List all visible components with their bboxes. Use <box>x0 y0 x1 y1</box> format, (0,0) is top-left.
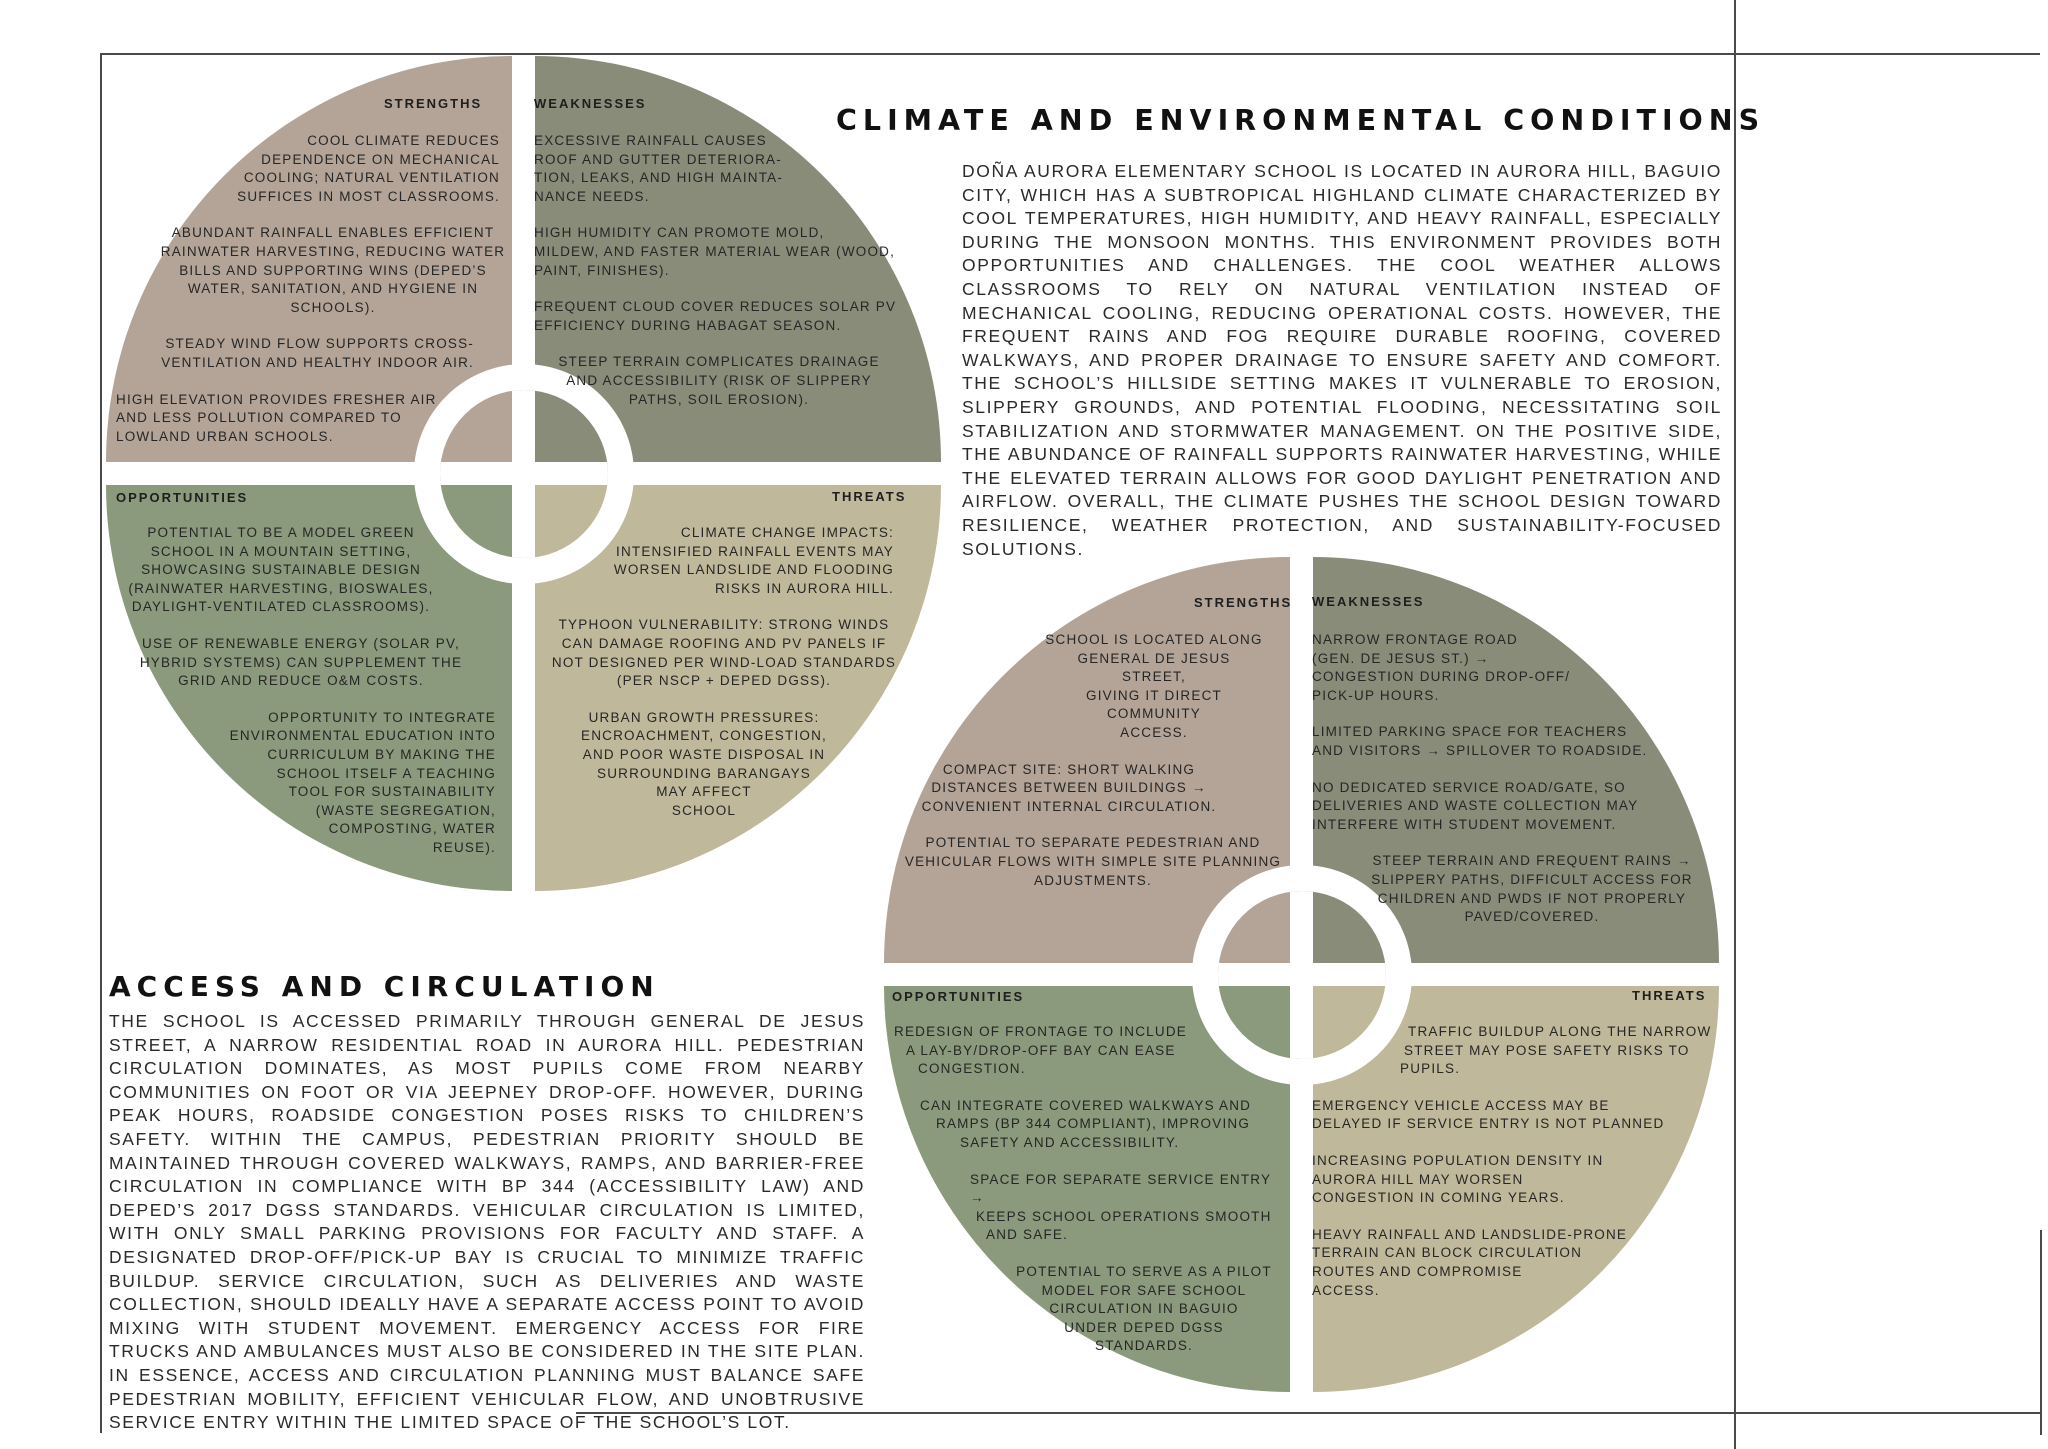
opportunities-text <box>894 1023 1284 1356</box>
weaknesses-item: LIMITED PARKING SPACE FOR TEACHERS AND VISITORS → SPILLOVER TO ROADSIDE. <box>1312 724 1648 758</box>
strengths-item: POTENTIAL TO SEPARATE PEDESTRIAN AND VEHICULAR FLOWS WITH SIMPLE SITE PLANNING ADJUSTMENTS. <box>904 835 1282 888</box>
frame-divider-line <box>1734 0 1736 1449</box>
threats-label: THREATS <box>832 489 907 504</box>
climate-swot-wheel <box>106 56 941 891</box>
frame-left-line <box>100 53 102 1433</box>
weaknesses-item: NO DEDICATED SERVICE ROAD/GATE, SO DELIVERIES AND WASTE COLLECTION MAY INTERFERE WITH STUDENT MOVEMENT. <box>1312 779 1639 832</box>
strengths-label: STRENGTHS <box>1194 595 1293 610</box>
access-title: ACCESS AND CIRCULATION <box>109 970 660 1003</box>
strengths-label: STRENGTHS <box>384 96 483 111</box>
weaknesses-label: WEAKNESSES <box>534 96 647 111</box>
strengths-item: HIGH ELEVATION PROVIDES FRESHER AIR AND LESS POLLUTION COMPARED TO LOWLAND URBAN SCHOOLS. <box>116 391 437 444</box>
strengths-item: STEADY WIND FLOW SUPPORTS CROSS- VENTILATION AND HEALTHY INDOOR AIR. <box>161 336 474 370</box>
strengths-text <box>106 132 510 446</box>
threats-item: EMERGENCY VEHICLE ACCESS MAY BE DELAYED IF SERVICE ENTRY IS NOT PLANNED <box>1312 1097 1665 1132</box>
weaknesses-item: STEEP TERRAIN COMPLICATES DRAINAGE AND ACCESSIBILITY (RISK OF SLIPPERY PATHS, SOIL EROSION). <box>558 354 880 407</box>
opportunities-label: OPPORTUNITIES <box>116 490 249 505</box>
opportunities-label: OPPORTUNITIES <box>892 989 1025 1004</box>
climate-paragraph: DOÑA AURORA ELEMENTARY SCHOOL IS LOCATED IN AURORA HILL, BAGUIO CITY, WHICH HAS A SUBTROPICAL HIGHLAND CLIMATE CHARACTERIZED BY COOL TEMPERATURES, HIGH HUMIDITY, AND HEAVY RAINFALL, ESPECIALLY DURING THE MONSOON MONTHS. THIS ENVIRONMENT PROVIDES BOTH OPPORTUNITIES AND CHALLENGES. THE COOL WEATHER ALLOWS CLASSROOMS TO RELY ON NATURAL VENTILATION INSTEAD OF MECHANICAL COOLING, REDUCING OPERATIONAL COSTS. HOWEVER, THE FREQUENT RAINS AND FOG REQUIRE DURABLE ROOFING, COVERED WALKWAYS, AND PROPER DRAINAGE TO ENSURE SAFETY AND COMFORT. THE SCHOOL’S HILLSIDE SETTING MAKES IT VULNERABLE TO EROSION, SLIPPERY GROUNDS, AND POTENTIAL FLOODING, NECESSITATING SOIL STABILIZATION AND STORMWATER MANAGEMENT. ON THE POSITIVE SIDE, THE ABUNDANCE OF RAINFALL SUPPORTS RAINWATER HARVESTING, WHILE THE ELEVATED TERRAIN ALLOWS FOR GOOD DAYLIGHT PENETRATION AND AIRFLOW. OVERALL, THE CLIMATE PUSHES THE SCHOOL DESIGN TOWARD RESILIENCE, WEATHER PROTECTION, AND SUSTAINABILITY-FOCUSED SOLUTIONS. <box>962 161 1722 559</box>
climate-title: CLIMATE AND ENVIRONMENTAL CONDITIONS <box>836 104 1766 137</box>
weaknesses-item: FREQUENT CLOUD COVER REDUCES SOLAR PV EFFICIENCY DURING HABAGAT SEASON. <box>534 299 897 333</box>
frame-top-line <box>100 53 2040 55</box>
strengths-item: ABUNDANT RAINFALL ENABLES EFFICIENT RAINWATER HARVESTING, REDUCING WATER BILLS AND SUPPORTING WINS (DEPED’S WATER, SANITATION, AND HYGIENE IN SCHOOLS). <box>160 225 506 315</box>
strengths-item: SCHOOL IS LOCATED ALONG GENERAL DE JESUS STREET, GIVING IT DIRECT COMMUNITY ACCESS. <box>1045 632 1263 740</box>
access-paragraph: THE SCHOOL IS ACCESSED PRIMARILY THROUGH GENERAL DE JESUS STREET, A NARROW RESIDENTIAL ROAD IN AURORA HILL. PEDESTRIAN CIRCULATION DOMINATES, AS MOST PUPILS COME FROM NEARBY COMMUNITIES ON FOOT OR VIA JEEPNEY DROP-OFF. HOWEVER, DURING PEAK HOURS, ROADSIDE CONGESTION POSES RISKS TO CHILDREN’S SAFETY. WITHIN THE CAMPUS, PEDESTRIAN PRIORITY SHOULD BE MAINTAINED THROUGH COVERED WALKWAYS, RAMPS, AND BARRIER-FREE CIRCULATION IN COMPLIANCE WITH BP 344 (ACCESSIBILITY LAW) AND DEPED’S 2017 DGSS STANDARDS. VEHICULAR CIRCULATION IS LIMITED, WITH ONLY SMALL PARKING PROVISIONS FOR FACULTY AND STAFF. A DESIGNATED DROP-OFF/PICK-UP BAY IS CRUCIAL TO MINIMIZE TRAFFIC BUILDUP. SERVICE CIRCULATION, SUCH AS DELIVERIES AND WASTE COLLECTION, SHOULD IDEALLY HAVE A SEPARATE ACCESS POINT TO AVOID MIXING WITH STUDENT MOVEMENT. EMERGENCY ACCESS FOR FIRE TRUCKS AND AMBULANCES MUST ALSO BE CONSIDERED IN THE SITE PLAN. IN ESSENCE, ACCESS AND CIRCULATION PLANNING MUST BALANCE SAFE PEDESTRIAN MOBILITY, EFFICIENT VEHICULAR FLOW, AND UNOBTRUSIVE SERVICE ENTRY WITHIN THE LIMITED SPACE OF THE SCHOOL’S LOT. <box>109 1011 865 1433</box>
opportunities-item: POTENTIAL TO BE A MODEL GREEN SCHOOL IN A MOUNTAIN SETTING, SHOWCASING SUSTAINABLE DESIGN (RAINWATER HARVESTING, BIOSWALES, DAYLIGHT-VENTILATED CLASSROOMS). <box>128 525 434 615</box>
opportunities-item: USE OF RENEWABLE ENERGY (SOLAR PV, HYBRID SYSTEMS) CAN SUPPLEMENT THE GRID AND REDUCE O&M COSTS. <box>139 635 463 689</box>
opportunities-item: OPPORTUNITY TO INTEGRATE ENVIRONMENTAL EDUCATION INTO CURRICULUM BY MAKING THE SCHOOL ITSELF A TEACHING TOOL FOR SUSTAINABILITY (WASTE SEGREGATION, COMPOSTING, WATER REUSE). <box>229 709 496 855</box>
opportunities-item: POTENTIAL TO SERVE AS A PILOT MODEL FOR SAFE SCHOOL CIRCULATION IN BAGUIO UNDER DEPED DGSS STANDARDS. <box>1016 1263 1272 1354</box>
access-swot-wheel <box>884 557 1719 1392</box>
strengths-item: COOL CLIMATE REDUCES DEPENDENCE ON MECHANICAL COOLING; NATURAL VENTILATION SUFFICES IN MOST CLASSROOMS. <box>237 133 500 204</box>
strengths-text <box>904 631 1288 890</box>
strengths-item: COMPACT SITE: SHORT WALKING DISTANCES BETWEEN BUILDINGS → CONVENIENT INTERNAL CIRCULATION. <box>921 761 1217 814</box>
weaknesses-label: WEAKNESSES <box>1312 594 1425 609</box>
threats-label: THREATS <box>1632 988 1707 1003</box>
threats-item: TYPHOON VULNERABILITY: STRONG WINDS CAN DAMAGE ROOFING AND PV PANELS IF NOT DESIGNED PER WIND-LOAD STANDARDS (PER NSCP + DEPED DGSS). <box>551 617 897 689</box>
threats-text <box>534 524 914 820</box>
threats-item: HEAVY RAINFALL AND LANDSLIDE-PRONE TERRAIN CAN BLOCK CIRCULATION ROUTES AND COMPROMISE ACCESS. <box>1312 1226 1628 1298</box>
threats-item: INCREASING POPULATION DENSITY IN AURORA HILL MAY WORSEN CONGESTION IN COMING YEARS. <box>1312 1152 1604 1206</box>
weaknesses-item: STEEP TERRAIN AND FREQUENT RAINS → SLIPPERY PATHS, DIFFICULT ACCESS FOR CHILDREN AND PWDS IF NOT PROPERLY PAVED/COVERED. <box>1371 853 1693 925</box>
threats-text <box>1312 1023 1712 1300</box>
opportunities-item: REDESIGN OF FRONTAGE TO INCLUDE A LAY-BY/DROP-OFF BAY CAN EASE CONGESTION. <box>894 1024 1187 1077</box>
weaknesses-text <box>534 132 934 409</box>
opportunities-text <box>116 524 506 858</box>
frame-right-line <box>2040 1230 2042 1435</box>
threats-item: TRAFFIC BUILDUP ALONG THE NARROW STREET MAY POSE SAFETY RISKS TO PUPILS. <box>1400 1024 1712 1077</box>
weaknesses-text <box>1312 631 1712 927</box>
weaknesses-item: EXCESSIVE RAINFALL CAUSES ROOF AND GUTTER DETERIORA- TION, LEAKS, AND HIGH MAINTA- NANCE NEEDS. <box>534 133 784 204</box>
weaknesses-item: NARROW FRONTAGE ROAD (GEN. DE JESUS ST.) → CONGESTION DURING DROP-OFF/ PICK-UP HOURS. <box>1312 632 1571 703</box>
threats-item: URBAN GROWTH PRESSURES: ENCROACHMENT, CONGESTION, AND POOR WASTE DISPOSAL IN SURROUNDING BARANGAYS MAY AFFECT SCHOOL <box>580 709 827 818</box>
weaknesses-item: HIGH HUMIDITY CAN PROMOTE MOLD, MILDEW, AND FASTER MATERIAL WEAR (WOOD, PAINT, FINISHES). <box>534 225 896 278</box>
opportunities-item: SPACE FOR SEPARATE SERVICE ENTRY → KEEPS SCHOOL OPERATIONS SMOOTH AND SAFE. <box>970 1171 1272 1243</box>
threats-item: CLIMATE CHANGE IMPACTS: INTENSIFIED RAINFALL EVENTS MAY WORSEN LANDSLIDE AND FLOODING RISKS IN AURORA HILL. <box>613 525 894 596</box>
opportunities-item: CAN INTEGRATE COVERED WALKWAYS AND RAMPS (BP 344 COMPLIANT), IMPROVING SAFETY AND ACCESSIBILITY. <box>920 1097 1252 1150</box>
